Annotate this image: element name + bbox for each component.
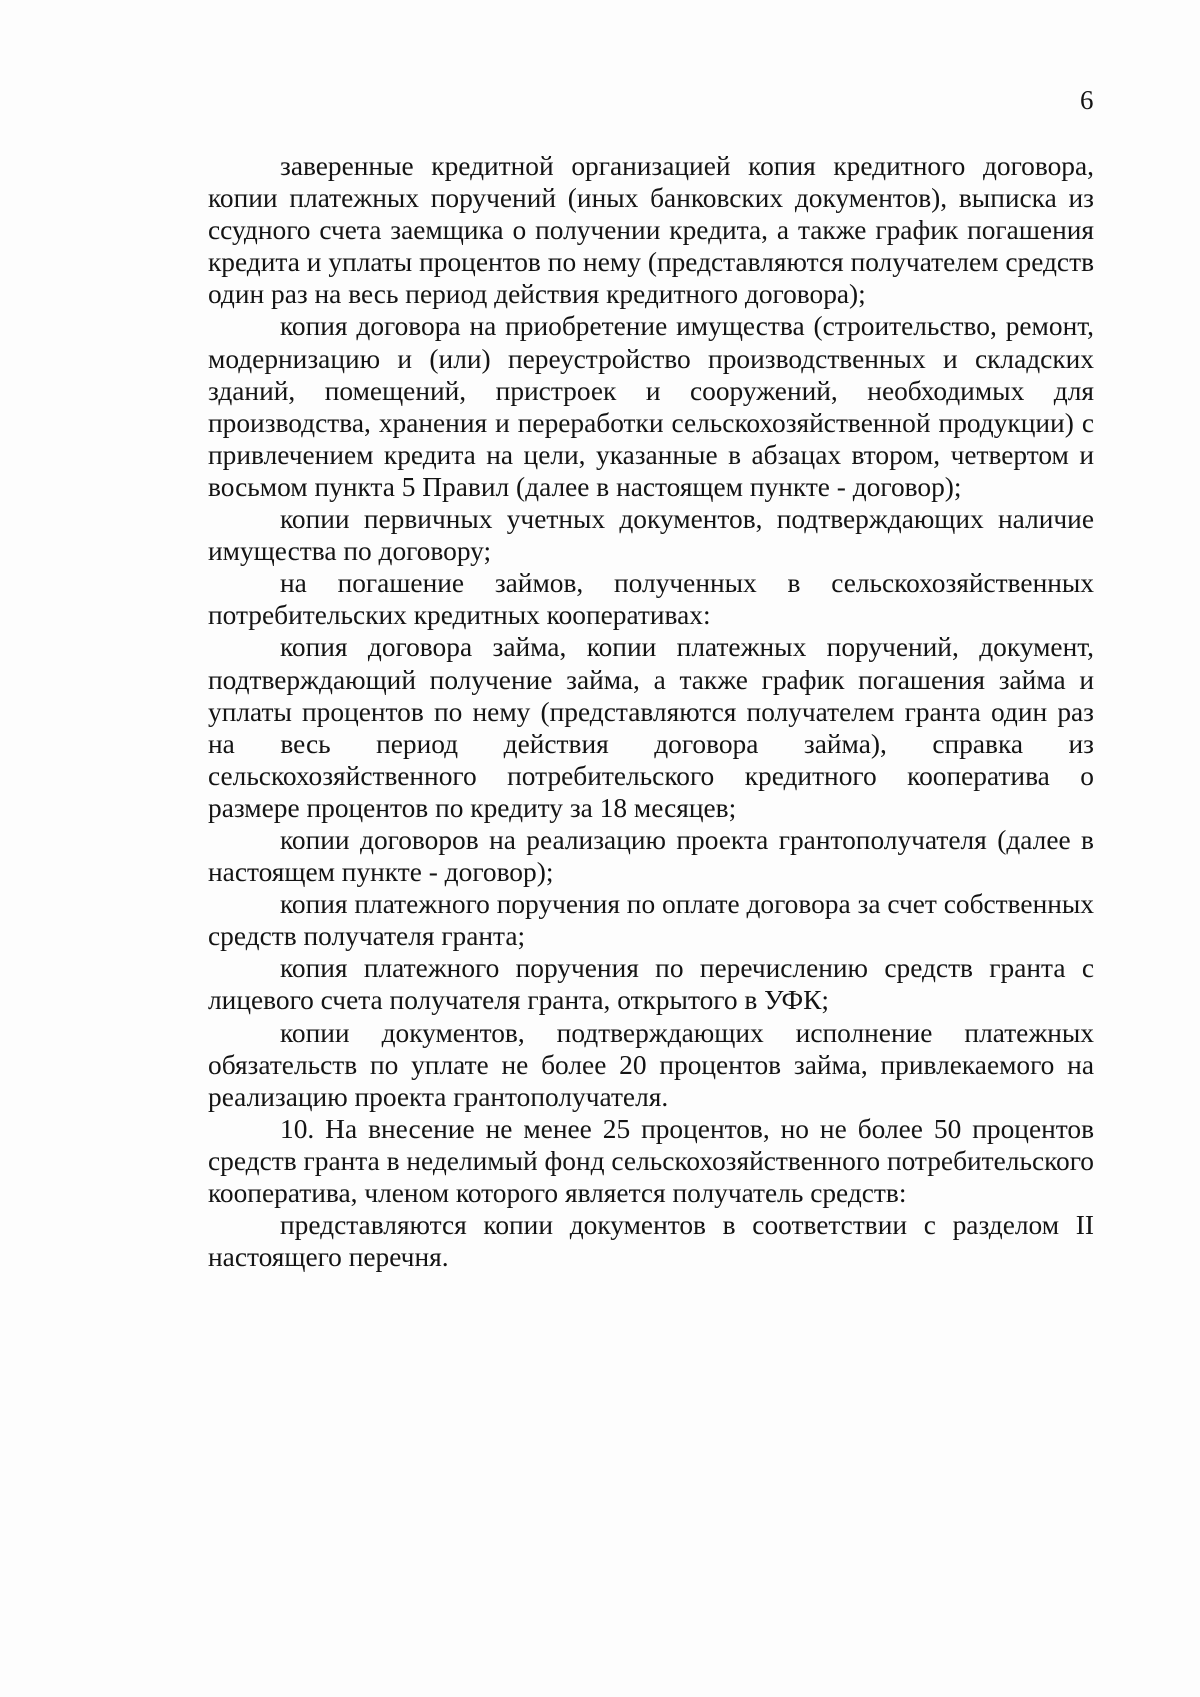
- paragraph-credit-agreement-copies: заверенные кредитной организацией копия кредитного договора, копии платежных поручений (иных банковских документов), выписка из ссудного счета заемщика о получении кредита, а также график погашения кредита и уплаты процентов по нему (представляются получателем средств один раз на весь период действия кредитного договора);: [208, 151, 1094, 310]
- paragraph-grant-transfer-payment-order: копия платежного поручения по перечислению средств гранта с лицевого счета получателя гранта, открытого в УФК;: [208, 953, 1094, 1016]
- paragraph-payment-obligation-documents: копии документов, подтверждающих исполнение платежных обязательств по уплате не более 20 процентов займа, привлекаемого на реализацию проекта грантополучателя.: [208, 1017, 1094, 1112]
- paragraph-loan-repayment-heading: на погашение займов, полученных в сельскохозяйственных потребительских кредитных кооперативах:: [208, 568, 1094, 631]
- page-number: 6: [1080, 85, 1094, 115]
- paragraph-project-contracts: копии договоров на реализацию проекта грантополучателя (далее в настоящем пункте - договор);: [208, 824, 1094, 888]
- paragraph-item-10-indivisible-fund: 10. На внесение не менее 25 процентов, но не более 50 процентов средств гранта в неделимый фонд сельскохозяйственного потребительского кооператива, членом которого является получатель средств:: [208, 1113, 1094, 1208]
- paragraph-property-purchase-contract: копия договора на приобретение имущества (строительство, ремонт, модернизацию и (или) переустройство производственных и складских зданий, помещений, пристроек и сооружений, необходимых для производства, хранения и переработки сельскохозяйственной продукции) с привлечением кредита на цели, указанные в абзацах втором, четвертом и восьмом пункта 5 Правил (далее в настоящем пункте - договор);: [208, 311, 1094, 502]
- paragraph-own-funds-payment-order: копия платежного поручения по оплате договора за счет собственных средств получателя гранта;: [208, 889, 1094, 952]
- paragraph-primary-accounting-documents: копии первичных учетных документов, подтверждающих наличие имущества по договору;: [208, 504, 1094, 567]
- paragraph-section-2-reference: представляются копии документов в соответствии с разделом II настоящего перечня.: [208, 1210, 1094, 1273]
- paragraph-loan-agreement-copies: копия договора займа, копии платежных поручений, документ, подтверждающий получение займа, а также график погашения займа и уплаты процентов по нему (представляются получателем гранта один раз на весь период действия договора займа), справка из сельскохозяйственного потребительского кредитного кооператива о размере процентов по кредиту за 18 месяцев;: [208, 632, 1094, 823]
- document-body: [208, 150, 1094, 1273]
